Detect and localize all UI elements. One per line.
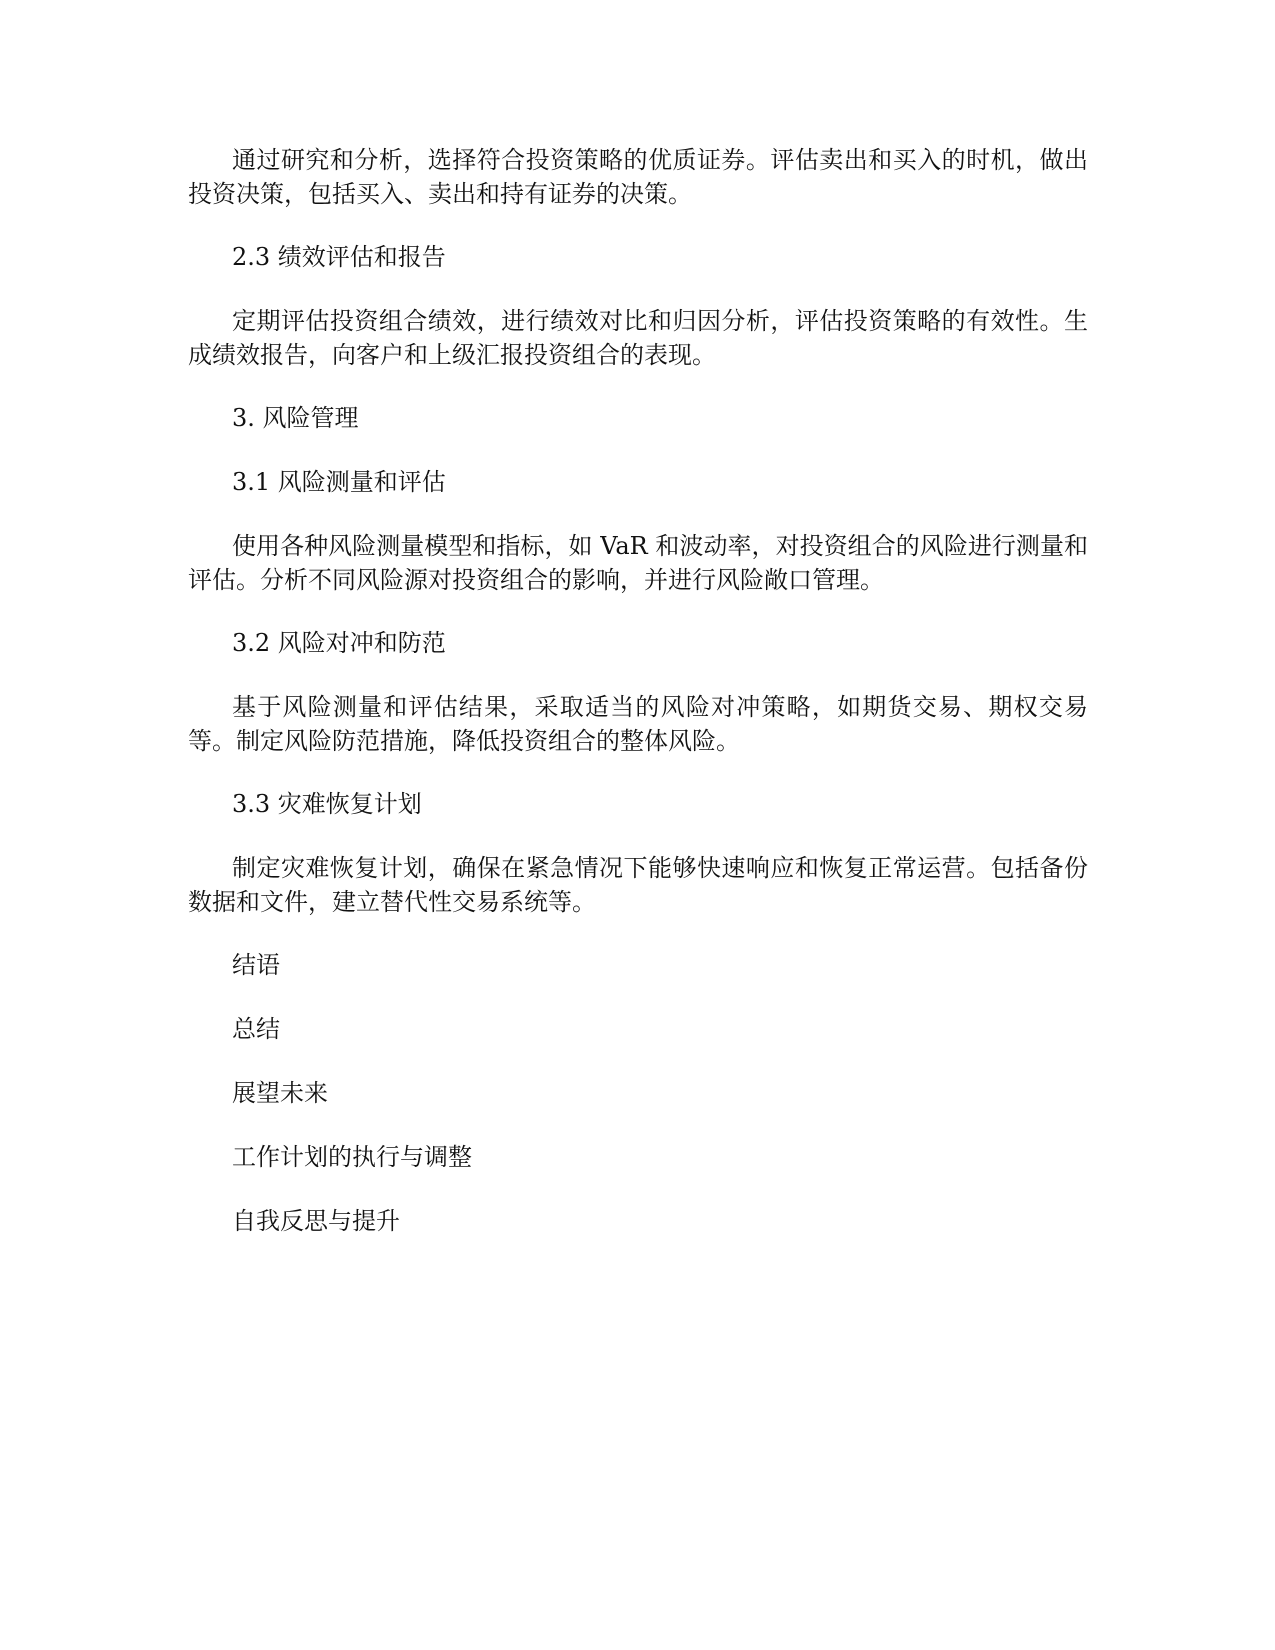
heading-3-1-risk-measurement: 3.1 风险测量和评估 [232, 468, 446, 496]
paragraph-risk-hedging: 基于风险测量和评估结果，采取适当的风险对冲策略，如期货交易、期权交易等。制定风险防范措施，降低投资组合的整体风险。 [188, 693, 1088, 755]
heading-outlook: 展望未来 [232, 1079, 328, 1107]
paragraph-security-selection: 通过研究和分析，选择符合投资策略的优质证券。评估卖出和买入的时机，做出投资决策，包括买入、卖出和持有证券的决策。 [188, 146, 1088, 208]
paragraph-disaster-recovery: 制定灾难恢复计划，确保在紧急情况下能够快速响应和恢复正常运营。包括备份数据和文件，建立替代性交易系统等。 [188, 854, 1088, 916]
document-body [188, 143, 1088, 1238]
heading-2-3-performance: 2.3 绩效评估和报告 [232, 243, 446, 271]
heading-plan-execution: 工作计划的执行与调整 [232, 1143, 472, 1171]
heading-self-reflection: 自我反思与提升 [232, 1207, 400, 1235]
paragraph-risk-measurement: 使用各种风险测量模型和指标，如 VaR 和波动率，对投资组合的风险进行测量和评估。分析不同风险源对投资组合的影响，并进行风险敞口管理。 [188, 532, 1088, 594]
paragraph-performance-evaluation: 定期评估投资组合绩效，进行绩效对比和归因分析，评估投资策略的有效性。生成绩效报告，向客户和上级汇报投资组合的表现。 [188, 307, 1088, 369]
heading-summary: 总结 [232, 1015, 280, 1043]
heading-3-3-disaster-recovery: 3.3 灾难恢复计划 [232, 790, 422, 818]
heading-3-risk-management: 3. 风险管理 [232, 404, 359, 432]
heading-3-2-risk-hedging: 3.2 风险对冲和防范 [232, 629, 446, 657]
heading-conclusion: 结语 [232, 951, 280, 979]
